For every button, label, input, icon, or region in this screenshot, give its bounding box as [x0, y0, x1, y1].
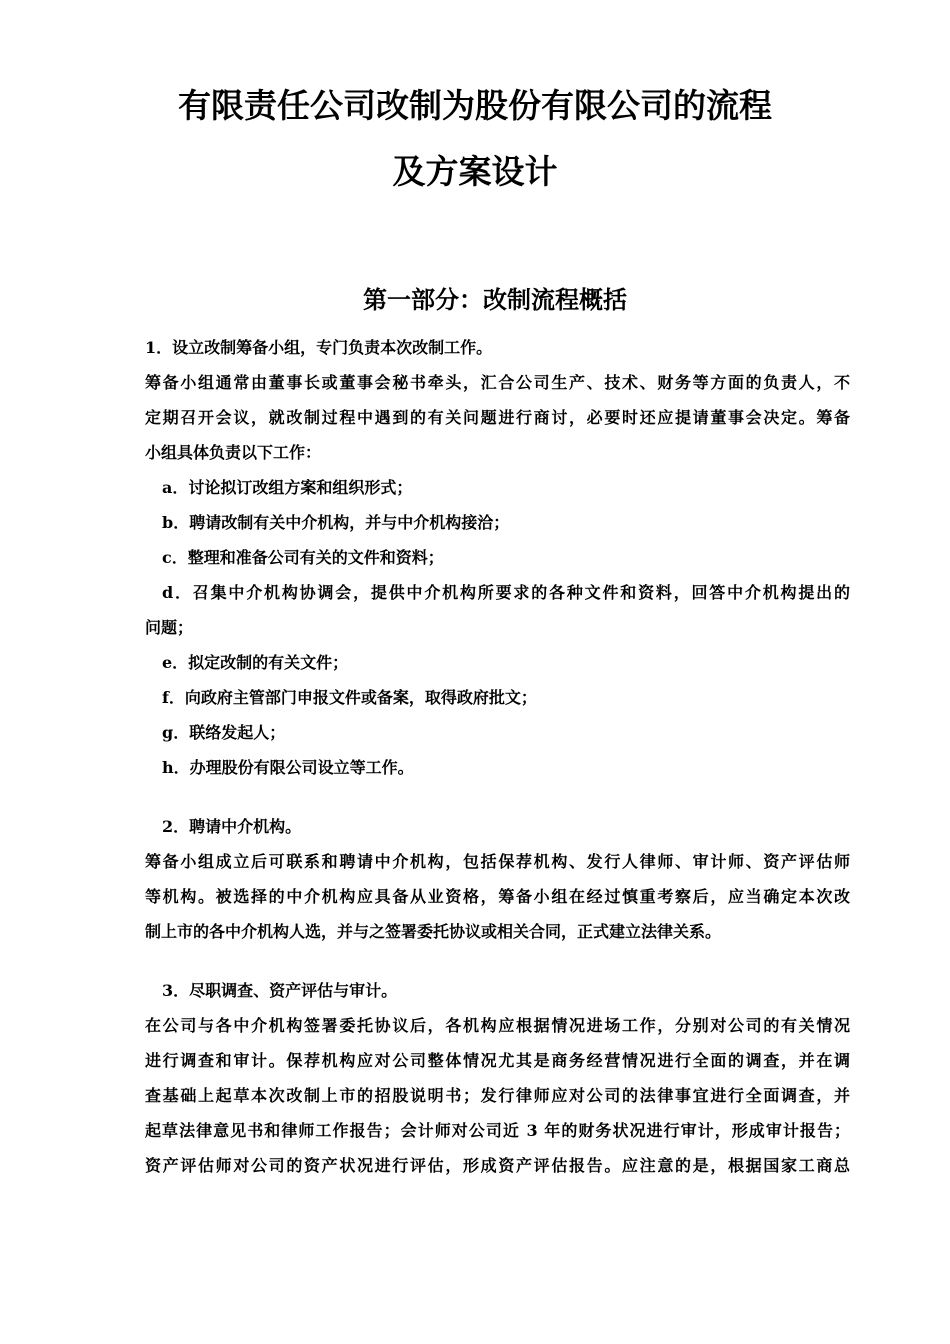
item1-para-line: 定期召开会议，就改制过程中遇到的有关问题进行商讨，必要时还应提请董事会决定。筹备 [145, 408, 850, 427]
item1-para-line: 筹备小组通常由董事长或董事会秘书牵头，汇合公司生产、技术、财务等方面的负责人，不 [145, 373, 850, 392]
section-heading: 第一部分：改制流程概括 [363, 285, 627, 314]
item1-heading: 1．设立改制筹备小组，专门负责本次改制工作。 [145, 338, 493, 357]
item3-para-line: 在公司与各中介机构签署委托协议后，各机构应根据情况进场工作，分别对公司的有关情况 [145, 1016, 850, 1035]
task-item-h: h．办理股份有限公司设立等工作。 [162, 758, 414, 777]
item2-heading: 2．聘请中介机构。 [162, 817, 302, 836]
task-item-d-cont: 问题； [145, 618, 194, 637]
task-item-b: b．聘请改制有关中介机构，并与中介机构接洽； [162, 513, 510, 532]
document-title-line1: 有限责任公司改制为股份有限公司的流程 [178, 86, 772, 125]
item3-para-line: 查基础上起草本次改制上市的招股说明书；发行律师应对公司的法律事宜进行全面调查，并 [145, 1086, 850, 1105]
task-item-g: g．联络发起人； [162, 723, 286, 742]
task-item-e: e．拟定改制的有关文件； [162, 653, 349, 672]
task-item-c: c．整理和准备公司有关的文件和资料； [162, 548, 444, 567]
item3-heading: 3．尽职调查、资产评估与审计。 [162, 981, 398, 1000]
item2-para-line: 筹备小组成立后可联系和聘请中介机构，包括保荐机构、发行人律师、审计师、资产评估师 [145, 852, 850, 871]
item3-para-line: 起草法律意见书和律师工作报告；会计师对公司近 3 年的财务状况进行审计，形成审计报告； [145, 1121, 850, 1140]
task-item-a: a．讨论拟订改组方案和组织形式； [162, 478, 413, 497]
task-item-d: d．召集中介机构协调会，提供中介机构所要求的各种文件和资料，回答中介机构提出的 [162, 583, 850, 602]
task-item-f: f．向政府主管部门申报文件或备案，取得政府批文； [162, 688, 537, 707]
document-title-line2: 及方案设计 [392, 152, 558, 191]
item3-para-line: 进行调查和审计。保荐机构应对公司整体情况尤其是商务经营情况进行全面的调查，并在调 [145, 1051, 850, 1070]
paragraph-gap [145, 949, 850, 973]
document-body [145, 330, 850, 1183]
item1-para-line: 小组具体负责以下工作： [145, 443, 322, 462]
item2-para-line: 制上市的各中介机构人选，并与之签署委托协议或相关合同，正式建立法律关系。 [145, 922, 722, 941]
item2-para-line: 等机构。被选择的中介机构应具备从业资格，筹备小组在经过慎重考察后，应当确定本次改 [145, 887, 850, 906]
paragraph-gap [145, 785, 850, 809]
item3-para-line: 资产评估师对公司的资产状况进行评估，形成资产评估报告。应注意的是，根据国家工商总 [145, 1156, 850, 1175]
